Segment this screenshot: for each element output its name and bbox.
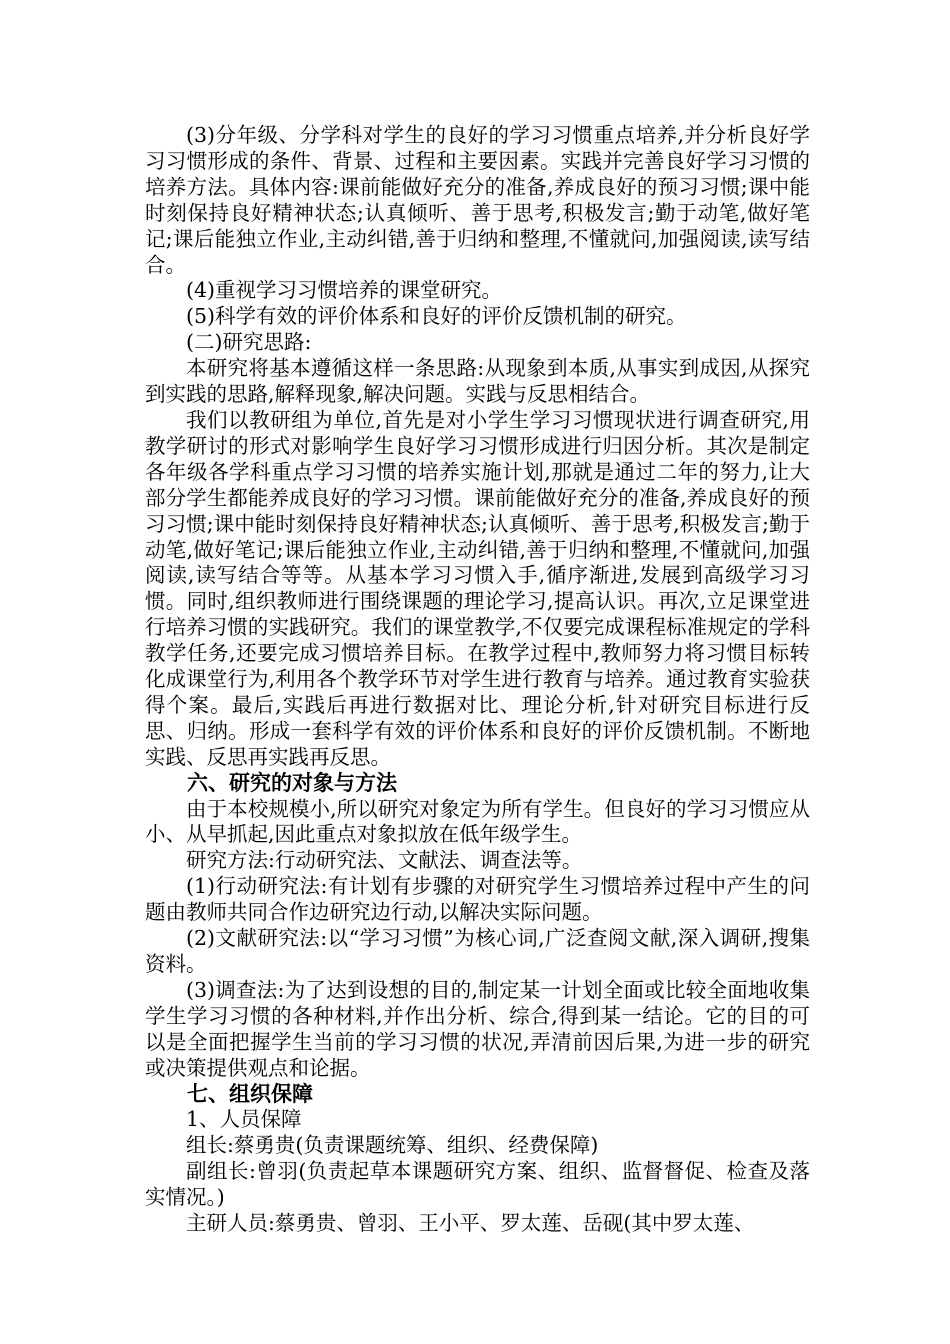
paragraph-approach-detail: 我们以教研组为单位,首先是对小学生学习习惯现状进行调查研究,用教学研讨的形式对影响学生良好学习习惯形成进行归因分析。其次是制定各年级各学科重点学习习惯的培养实施计划,那就是通过二年的努力,让大部分学生都能养成良好的学习习惯。课前能做好充分的准备,养成良好的预习习惯;课中能时刻保持良好精神状态;认真倾听、善于思考,积极发言;勤于动笔,做好笔记;课后能独立作业,主动纠错,善于归纳和整理,不懂就问,加强阅读,读写结合等等。从基本学习习惯入手,循序渐进,发展到高级学习习惯。同时,组织教师进行围绕课题的理论学习,提高认识。再次,立足课堂进行培养习惯的实践研究。我们的课堂教学,不仅要完成课程标准规定的学科教学任务,还要完成习惯培养目标。在教学过程中,教师努力将习惯目标转化成课堂行为,利用各个教学环节对学生进行教育与培养。通过教育实验获得个案。最后,实践后再进行数据对比、理论分析,针对研究目标进行反思、归纳。形成一套科学有效的评价体系和良好的评价反馈机制。不断地实践、反思再实践再反思。 (145, 407, 810, 769)
paragraph-research-subjects: 由于本校规模小,所以研究对象定为所有学生。但良好的学习习惯应从小、从早抓起,因此重点对象拟放在低年级学生。 (145, 796, 810, 847)
paragraph-content-item-4: (4)重视学习习惯培养的课堂研究。 (186, 278, 503, 303)
paragraph-method-literature: (2)文献研究法:以“学习习惯”为核心词,广泛查阅文献,深入调研,搜集资料。 (145, 926, 810, 976)
subheading-research-approach: (二)研究思路: (186, 330, 312, 355)
section-heading-organization: 七、组织保障 (187, 1081, 313, 1106)
paragraph-content-item-3: (3)分年级、分学科对学生的良好的学习习惯重点培养,并分析良好学习习惯形成的条件、背景、过程和主要因素。实践并完善良好学习习惯的培养方法。具体内容:课前能做好充分的准备,养成良好的预习习惯;课中能时刻保持良好精神状态;认真倾听、善于思考,积极发言;勤于动笔,做好笔记;课后能独立作业,主动纠错,善于归纳和整理,不懂就问,加强阅读,读写结合。 (145, 123, 810, 277)
document-body (145, 123, 810, 1237)
paragraph-main-researchers: 主研人员:蔡勇贵、曾羽、王小平、罗太莲、岳砚(其中罗太莲、 (186, 1211, 755, 1236)
paragraph-method-action-research: (1)行动研究法:有计划有步骤的对研究学生习惯培养过程中产生的问题由教师共同合作边研究边行动,以解决实际问题。 (145, 874, 810, 925)
paragraph-deputy-leader: 副组长:曾羽(负责起草本课题研究方案、组织、监督督促、检查及落实情况。) (145, 1159, 810, 1210)
section-heading-subjects-methods: 六、研究的对象与方法 (187, 770, 397, 795)
paragraph-approach-summary: 本研究将基本遵循这样一条思路:从现象到本质,从事实到成因,从探究到实践的思路,解释现象,解决问题。实践与反思相结合。 (145, 356, 810, 407)
paragraph-team-leader: 组长:蔡勇贵(负责课题统筹、组织、经费保障) (186, 1133, 599, 1158)
paragraph-content-item-5: (5)科学有效的评价体系和良好的评价反馈机制的研究。 (186, 304, 687, 329)
subheading-personnel: 1、人员保障 (186, 1107, 302, 1132)
paragraph-research-methods: 研究方法:行动研究法、文献法、调查法等。 (186, 848, 583, 873)
paragraph-method-survey: (3)调查法:为了达到设想的目的,制定某一计划全面或比较全面地收集学生学习习惯的各种材料,并作出分析、综合,得到某一结论。它的目的可以是全面把握学生当前的学习习惯的状况,弄清前因后果,为进一步的研究或决策提供观点和论据。 (145, 977, 810, 1080)
